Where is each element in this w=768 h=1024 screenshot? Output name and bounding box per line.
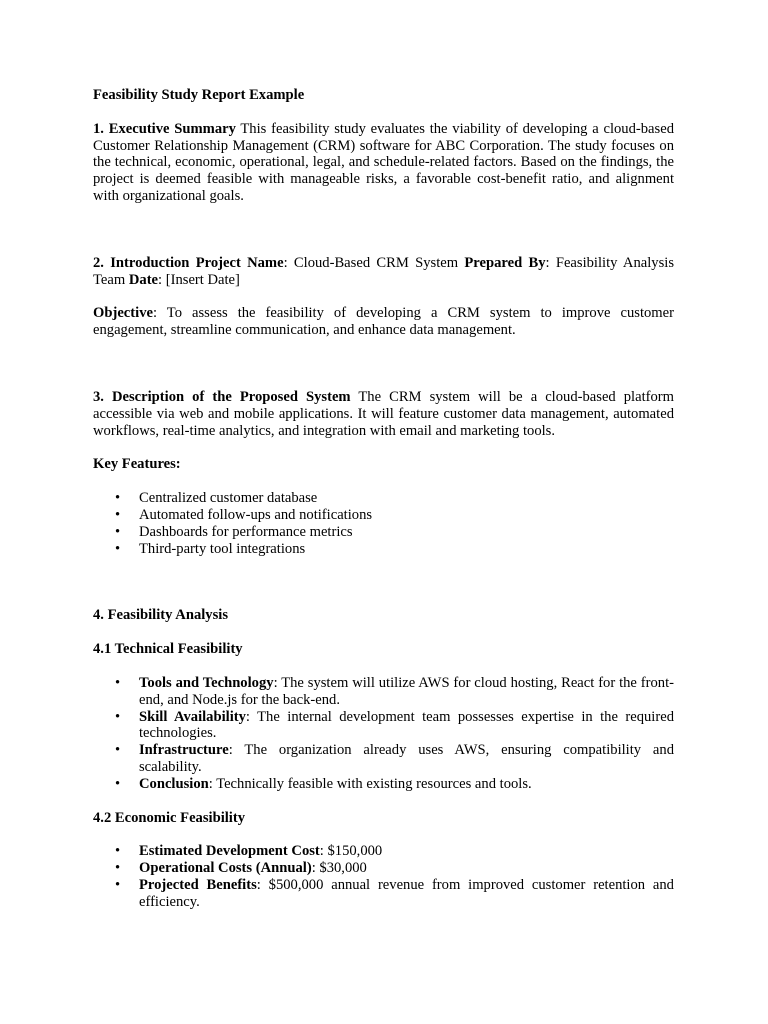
spacer (93, 658, 674, 675)
technical-feasibility-list (93, 675, 674, 793)
date-value: : [Insert Date] (158, 271, 240, 288)
list-item (139, 877, 674, 911)
executive-summary-text: This feasibility study evaluates the viability of developing a cloud-based Customer Relationship Management (CRM) software for ABC Corporation. The study focuses on the technical, economic, operational, legal, and schedule-related factors. Based on the findings, the project is deemed feasible with manageable risks, a favorable cost-benefit ratio, and alignment with organizational goals. (93, 120, 674, 204)
list-item: • Third-party tool integrations (139, 541, 674, 558)
objective-paragraph (93, 305, 674, 339)
item-label: Projected Benefits (139, 876, 257, 893)
list-item (139, 709, 674, 743)
list-item (139, 843, 674, 860)
document-title: Feasibility Study Report Example (93, 87, 305, 103)
spacer (93, 624, 674, 641)
objective-text: : To assess the feasibility of developing a CRM system to improve customer engagement, streamline communication, and enhance data management. (93, 305, 674, 339)
item-label: Tools and Technology (139, 674, 274, 691)
item-label: Estimated Development Cost (139, 843, 320, 860)
introduction-paragraph (93, 255, 674, 289)
project-name-value: : Cloud-Based CRM System (283, 254, 465, 271)
item-label: Infrastructure (139, 742, 229, 759)
proposed-system-paragraph (93, 389, 674, 439)
item-label: Skill Availability (139, 708, 246, 725)
spacer (93, 205, 674, 255)
item-label: Operational Costs (Annual) (139, 860, 312, 877)
item-text: : $150,000 (319, 843, 383, 860)
project-name-label: Project Name (195, 254, 284, 271)
item-text: : The organization already uses AWS, ensuring compatibility and scalability. (139, 742, 674, 775)
date-label: Date (128, 271, 159, 288)
feasibility-analysis-heading: 4. Feasibility Analysis (93, 607, 229, 624)
document-page (93, 87, 674, 911)
proposed-system-heading: 3. Description of the Proposed System (93, 388, 351, 405)
spacer (93, 473, 674, 490)
objective-label: Objective (93, 305, 153, 322)
economic-feasibility-heading: 4.2 Economic Feasibility (93, 809, 246, 826)
spacer (93, 288, 674, 305)
economic-feasibility-list (93, 843, 674, 910)
spacer (93, 793, 674, 810)
item-text: : $500,000 annual revenue from improved customer retention and efficiency. (139, 876, 674, 910)
spacer (93, 557, 674, 607)
executive-summary-heading: 1. Executive Summary (93, 120, 236, 137)
list-item: • Automated follow-ups and notifications (139, 507, 674, 524)
prepared-by-value: : Feasibility Analysis Team (93, 254, 674, 288)
item-text: : Technically feasible with existing resources and tools. (208, 775, 532, 792)
list-item (139, 675, 674, 709)
item-text: : The internal development team possesses expertise in the required technologies. (139, 708, 674, 742)
key-features-list (93, 490, 674, 557)
spacer (93, 826, 674, 843)
item-text: : The system will utilize AWS for cloud hosting, React for the front-end, and Node.js for the back-end. (139, 674, 674, 708)
key-features-heading: Key Features: (93, 456, 181, 473)
list-item: • Centralized customer database (139, 490, 674, 507)
introduction-heading: 2. Introduction (93, 254, 190, 271)
item-text: : $30,000 (311, 860, 367, 877)
spacer (93, 439, 674, 456)
prepared-by-label: Prepared By (464, 254, 546, 271)
list-item (139, 776, 674, 793)
proposed-system-text: The CRM system will be a cloud-based platform accessible via web and mobile applications. It will feature customer data management, automated workflows, real-time analytics, and integration with email and marketing tools. (93, 388, 675, 439)
list-item (139, 860, 674, 877)
item-label: Conclusion (139, 775, 209, 792)
spacer (93, 339, 674, 389)
list-item (139, 742, 674, 776)
technical-feasibility-heading: 4.1 Technical Feasibility (93, 641, 243, 658)
list-item: • Dashboards for performance metrics (139, 524, 674, 541)
executive-summary-paragraph (93, 121, 674, 205)
